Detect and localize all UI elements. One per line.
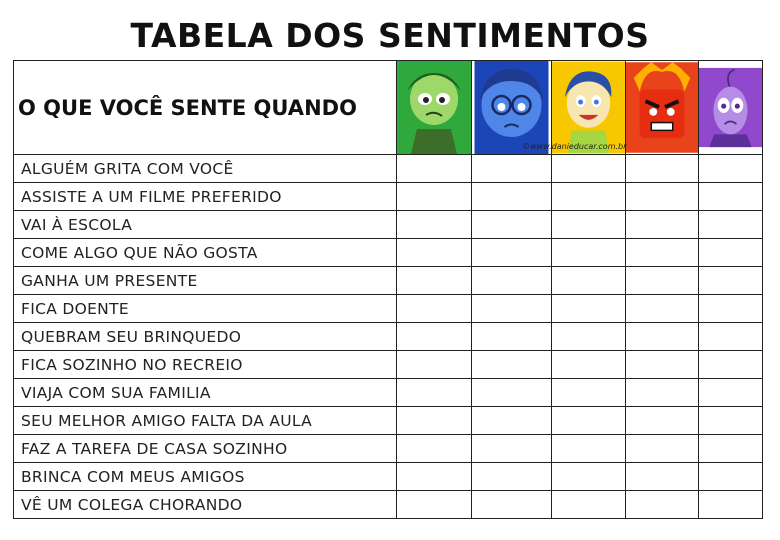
answer-cell[interactable] (552, 379, 626, 407)
answer-cell[interactable] (472, 295, 552, 323)
answer-cell[interactable] (472, 379, 552, 407)
answer-cell[interactable] (626, 491, 699, 519)
answer-cell[interactable] (552, 211, 626, 239)
answer-cell[interactable] (626, 351, 699, 379)
answer-cell[interactable] (626, 379, 699, 407)
answer-cell[interactable] (472, 463, 552, 491)
answer-cell[interactable] (397, 407, 472, 435)
answer-cell[interactable] (626, 239, 699, 267)
table-row (14, 463, 763, 491)
website-credit: ©www.danieducar.com.br (522, 142, 627, 151)
table-row (14, 323, 763, 351)
situation-label: FICA DOENTE (14, 295, 397, 323)
answer-cell[interactable] (552, 463, 626, 491)
answer-cell[interactable] (397, 323, 472, 351)
answer-cell[interactable] (699, 491, 763, 519)
fear-illustration (699, 61, 762, 154)
situation-label: FAZ A TAREFA DE CASA SOZINHO (14, 435, 397, 463)
answer-cell[interactable] (626, 155, 699, 183)
answer-cell[interactable] (472, 183, 552, 211)
answer-cell[interactable] (626, 211, 699, 239)
table-row (14, 211, 763, 239)
answer-cell[interactable] (626, 295, 699, 323)
answer-cell[interactable] (397, 155, 472, 183)
answer-cell[interactable] (472, 351, 552, 379)
sadness-icon (472, 61, 552, 155)
answer-cell[interactable] (552, 295, 626, 323)
table-row (14, 183, 763, 211)
fear-icon (699, 61, 763, 155)
situation-label: FICA SOZINHO NO RECREIO (14, 351, 397, 379)
answer-cell[interactable] (626, 407, 699, 435)
answer-cell[interactable] (699, 211, 763, 239)
answer-cell[interactable] (472, 155, 552, 183)
answer-cell[interactable] (626, 267, 699, 295)
situation-label: BRINCA COM MEUS AMIGOS (14, 463, 397, 491)
answer-cell[interactable] (397, 491, 472, 519)
situation-label: SEU MELHOR AMIGO FALTA DA AULA (14, 407, 397, 435)
answer-cell[interactable] (626, 463, 699, 491)
answer-cell[interactable] (699, 407, 763, 435)
answer-cell[interactable] (699, 267, 763, 295)
header-row (14, 61, 763, 155)
anger-illustration (626, 61, 698, 154)
answer-cell[interactable] (552, 435, 626, 463)
answer-cell[interactable] (552, 323, 626, 351)
table-row (14, 435, 763, 463)
situation-label: COME ALGO QUE NÃO GOSTA (14, 239, 397, 267)
answer-cell[interactable] (699, 295, 763, 323)
answer-cell[interactable] (552, 351, 626, 379)
table-row (14, 267, 763, 295)
answer-cell[interactable] (397, 183, 472, 211)
situation-label: GANHA UM PRESENTE (14, 267, 397, 295)
feelings-table (13, 60, 763, 519)
joy-icon (552, 61, 626, 155)
answer-cell[interactable] (699, 435, 763, 463)
answer-cell[interactable] (397, 351, 472, 379)
answer-cell[interactable] (472, 211, 552, 239)
table-row (14, 379, 763, 407)
answer-cell[interactable] (397, 435, 472, 463)
answer-cell[interactable] (699, 239, 763, 267)
answer-cell[interactable] (552, 491, 626, 519)
question-header: O QUE VOCÊ SENTE QUANDO (14, 61, 397, 155)
situation-label: QUEBRAM SEU BRINQUEDO (14, 323, 397, 351)
answer-cell[interactable] (552, 267, 626, 295)
answer-cell[interactable] (699, 351, 763, 379)
joy-illustration (552, 61, 625, 154)
answer-cell[interactable] (552, 407, 626, 435)
answer-cell[interactable] (699, 323, 763, 351)
page-title: TABELA DOS SENTIMENTOS (130, 16, 650, 55)
table-row (14, 407, 763, 435)
answer-cell[interactable] (626, 435, 699, 463)
answer-cell[interactable] (472, 323, 552, 351)
table-row (14, 295, 763, 323)
situation-label: VAI À ESCOLA (14, 211, 397, 239)
answer-cell[interactable] (397, 295, 472, 323)
disgust-icon (397, 61, 472, 155)
situation-label: ALGUÉM GRITA COM VOCÊ (14, 155, 397, 183)
answer-cell[interactable] (552, 239, 626, 267)
answer-cell[interactable] (626, 183, 699, 211)
answer-cell[interactable] (699, 183, 763, 211)
answer-cell[interactable] (472, 267, 552, 295)
situation-label: VIAJA COM SUA FAMILIA (14, 379, 397, 407)
answer-cell[interactable] (397, 463, 472, 491)
answer-cell[interactable] (699, 155, 763, 183)
table-row (14, 155, 763, 183)
answer-cell[interactable] (397, 267, 472, 295)
table-row (14, 351, 763, 379)
answer-cell[interactable] (552, 183, 626, 211)
answer-cell[interactable] (472, 239, 552, 267)
table-row (14, 239, 763, 267)
answer-cell[interactable] (397, 379, 472, 407)
answer-cell[interactable] (472, 491, 552, 519)
answer-cell[interactable] (397, 239, 472, 267)
sadness-illustration (472, 61, 551, 154)
disgust-illustration (397, 61, 471, 154)
answer-cell[interactable] (626, 323, 699, 351)
situation-label: VÊ UM COLEGA CHORANDO (14, 491, 397, 519)
answer-cell[interactable] (397, 211, 472, 239)
answer-cell[interactable] (699, 463, 763, 491)
answer-cell[interactable] (552, 155, 626, 183)
situation-label: ASSISTE A UM FILME PREFERIDO (14, 183, 397, 211)
answer-cell[interactable] (472, 407, 552, 435)
anger-icon (626, 61, 699, 155)
table-row (14, 491, 763, 519)
answer-cell[interactable] (472, 435, 552, 463)
answer-cell[interactable] (699, 379, 763, 407)
